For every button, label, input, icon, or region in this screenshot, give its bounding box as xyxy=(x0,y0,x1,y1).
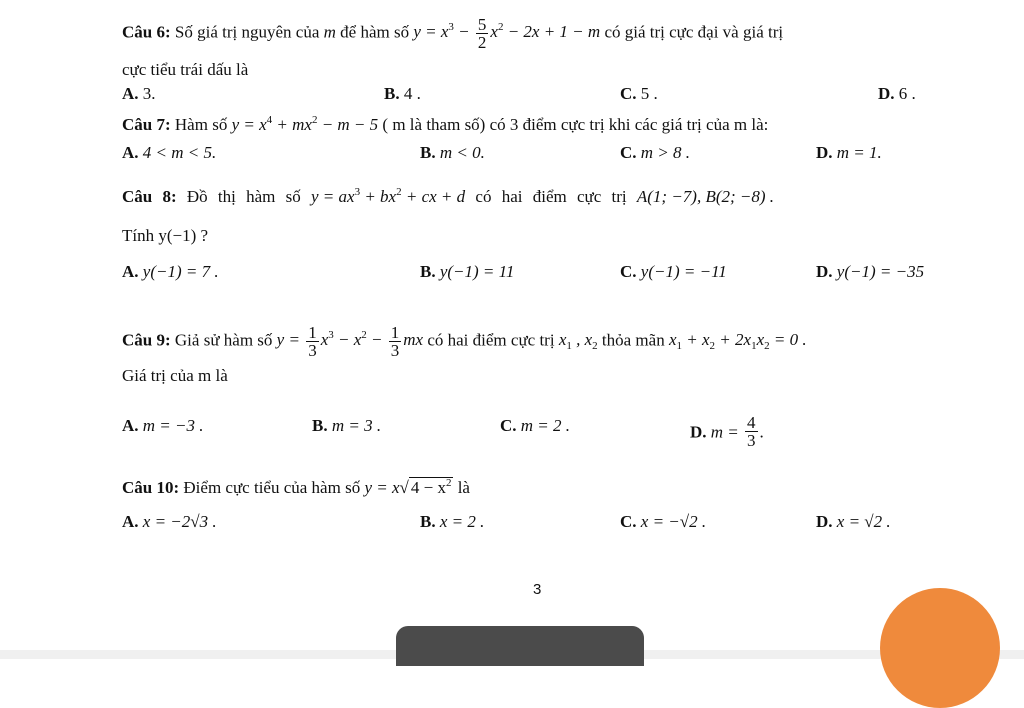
q6-var-m: m xyxy=(323,22,336,42)
q6-text-mid: để hàm số xyxy=(340,22,410,42)
q8-text-before: Đồ thị hàm số xyxy=(186,187,301,206)
q7-option-b: B. m < 0. xyxy=(420,143,485,162)
q6-option-a: A. 3. xyxy=(122,84,156,103)
q7-option-d: D. m = 1. xyxy=(816,143,882,162)
q6-text-before: Số giá trị nguyên của xyxy=(174,22,320,42)
q10-option-d: D. x = √2 . xyxy=(816,512,891,531)
q6-option-c: C. 5 . xyxy=(620,84,658,103)
q9-text-mid: có hai điểm cực trị xyxy=(427,330,555,350)
q10-text-after: là xyxy=(457,478,470,497)
q9-line1 xyxy=(122,324,807,359)
q7-option-c: C. m > 8 . xyxy=(620,143,691,162)
q10-text-before: Điểm cực tiểu của hàm số xyxy=(183,478,361,497)
q8-text-mid: có hai điểm cực trị xyxy=(475,187,627,206)
q6-formula: $y = x^3$ − $\frac{5}{2}$ $x^2 - 2x + 1 - m$ xyxy=(413,15,601,52)
q8-option-b: B. y(−1) = 11 xyxy=(420,262,515,281)
q7-text-after: ( m là tham số) có 3 điểm cực trị khi các giá trị của m là: xyxy=(382,115,769,134)
q10-option-c: C. x = −√2 . xyxy=(620,512,707,531)
q10-line1 xyxy=(122,478,470,498)
q10-label: Câu 10: xyxy=(122,478,180,497)
q9-roots: $x_1$ , $x_2$ xyxy=(558,330,598,353)
q8-option-a: A. y(−1) = 7 . xyxy=(122,262,219,281)
q8-option-c: C. y(−1) = −11 xyxy=(620,262,727,281)
page-number: 3 xyxy=(533,581,542,598)
q9-formula: y = $\frac{1}{3}$ $x^3 - x^2$ − $\frac{1}{3}$ mx xyxy=(276,323,424,360)
q6-option-d: D. 6 . xyxy=(878,84,916,103)
q7-label: Câu 7: xyxy=(122,115,171,134)
q8-line2: Tính y(−1) ? xyxy=(122,226,209,245)
bottom-toolbar[interactable] xyxy=(396,626,644,666)
floating-action-button[interactable] xyxy=(880,588,1000,708)
q9-option-a: A. m = −3 . xyxy=(122,416,204,435)
q9-text-mid2: thỏa mãn xyxy=(601,330,665,350)
q9-label: Câu 9: xyxy=(122,330,171,350)
q9-option-b: B. m = 3 . xyxy=(312,416,382,435)
q7-text-before: Hàm số xyxy=(174,115,228,134)
q9-line2: Giá trị của m là xyxy=(122,366,228,385)
q8-line1 xyxy=(122,187,774,207)
q9-condition: $x_1 + x_2 + 2x_1x_2 = 0$ . xyxy=(668,330,807,353)
q10-option-a: A. x = −2√3 . xyxy=(122,512,217,531)
q8-option-d: D. y(−1) = −35 xyxy=(816,262,925,281)
q10-option-b: B. x = 2 . xyxy=(420,512,485,531)
q6-line2: cực tiểu trái dấu là xyxy=(122,60,249,79)
q9-option-c: C. m = 2 . xyxy=(500,416,571,435)
q8-points: A(1; −7), B(2; −8) . xyxy=(636,187,775,206)
q9-option-d: D. m = $\frac{4}{3}$ . xyxy=(690,413,764,450)
q10-formula: y = x√ $4 - x^2$ xyxy=(364,477,452,497)
q7-line1 xyxy=(122,115,768,135)
q7-formula: $y = x^4 + mx^2 - m - 5$ xyxy=(231,114,379,134)
q6-text-after: có giá trị cực đại và giá trị xyxy=(604,22,784,42)
q8-label: Câu 8: xyxy=(122,187,177,206)
q6-line1 xyxy=(122,16,783,51)
q8-formula: $y = ax^3 + bx^2$ + cx + d xyxy=(311,186,466,206)
q6-label: Câu 6: xyxy=(122,22,171,42)
q6-option-b: B. 4 . xyxy=(384,84,421,103)
q7-option-a: A. 4 < m < 5. xyxy=(122,143,217,162)
q9-text-before: Giả sử hàm số xyxy=(174,330,273,350)
